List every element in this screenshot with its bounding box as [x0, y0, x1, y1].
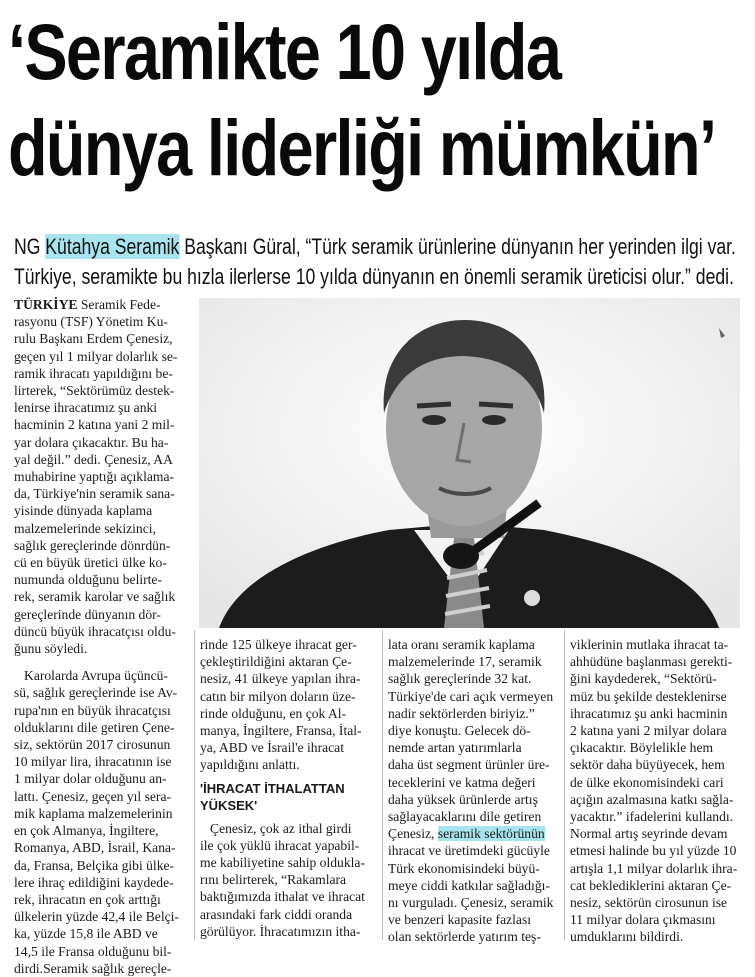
col1-line: rek, seramik karolar ve sağlık [14, 589, 176, 605]
article-column-2 [200, 636, 365, 940]
col1-line: olduklarını dile getiren Çene- [14, 719, 175, 735]
col4-line: etmesi halinde bu yıl yüzde 10 [570, 843, 737, 859]
col4-line: cat beklediklerini aktaran Çe- [570, 877, 732, 893]
column-divider [382, 630, 383, 940]
col2-line: manya, İngiltere, Fransa, İtal- [200, 723, 362, 739]
column-divider [194, 630, 195, 940]
subheading-line-1: 'İHRACAT İTHALATTAN [200, 780, 345, 796]
lead-paragraph [14, 232, 736, 292]
headline-line-1: ‘Seramikte 10 yılda [8, 7, 561, 96]
col1-line: rulu Başkanı Erdem Çenesiz, [14, 331, 173, 347]
col4-line: umduklarını bildirdi. [570, 929, 684, 945]
col2-line: görülüyor. İhracatımızın itha- [200, 923, 361, 939]
col1-line: rupa'nın en büyük ihracatçısı [14, 702, 171, 718]
col4-line: yacaktır.” ifadelerini kullandı. [570, 809, 734, 825]
lead-brand-highlight: Kütahya Seramik [45, 234, 180, 259]
col2-line: yapıldığını anlattı. [200, 757, 300, 773]
col1-line: da, Fransa, Belçika gibi ülke- [14, 857, 175, 873]
col1-line: lere ihraç edildiğini kaydede- [14, 874, 174, 890]
col4-line: çıkacaktır. Böylelikle hem [570, 740, 714, 756]
col3-line: ihracat ve üretimdeki gücüyle [388, 843, 550, 859]
col3-line: sağlık gereçlerinde 32 kat. [388, 671, 532, 687]
col2-line: catın bir milyon doların üze- [200, 688, 356, 704]
col4-line: ahhüdüne başlanması gerekti- [570, 654, 733, 670]
col3-line: ve benzeri kapasite fazlası [388, 912, 532, 928]
lead-line-2: Türkiye, seramikte bu hızla ilerlerse 10 yılda dünyanın en önemli seramik üreticisi olur.” dedi. [14, 264, 734, 289]
column-divider [564, 630, 565, 940]
col1-line: sağlık gereçlerinde dönrdün- [14, 537, 171, 553]
col3-line: malzemelerinde 17, seramik [388, 654, 542, 670]
col3-line: nı vurguladı. Çenesiz, seramik [388, 895, 554, 911]
col1-line: ramik ihracatı yapıldığını be- [14, 365, 173, 381]
article-column-1 [14, 296, 179, 977]
lead-line-1-pre: NG [14, 234, 46, 259]
col1-line: ka, yüzde 15,8 ile ABD ve [14, 926, 158, 942]
lead-line-1 [14, 232, 736, 262]
col1-line: dirdi.Seramik sağlık gereçle- [14, 960, 172, 976]
col3-line: meye ciddi katkılar sağladığı- [388, 877, 550, 893]
col1-line: yisinde dünyada kaplama [14, 503, 153, 519]
col1-line: muhabirine yaptığı açıklama- [14, 469, 175, 485]
portrait-illustration [199, 298, 740, 628]
col4-line: açığın azalmasına katkı sağla- [570, 791, 734, 807]
col2-line: arasındaki fark ciddi oranda [200, 906, 353, 922]
col1-line: malzemelerinde sekizinci, [14, 520, 156, 536]
col1-line: siz, sektörün 2017 cirosunun [14, 737, 171, 753]
col2-line: ya, ABD ve İsrail'e ihracat [200, 740, 344, 756]
col1-line: cü en büyük üretici ülke ko- [14, 555, 167, 571]
col3-hl-pre: Çenesiz, [388, 826, 438, 842]
col2-line: rını belirterek, “Rakamlara [200, 872, 347, 888]
col4-line: artışla 1,1 milyar dolarlık ihra- [570, 860, 738, 876]
headline-line-2: dünya liderliği mümkün’ [8, 103, 716, 192]
col1-line: gereçlerinde dünyanın dör- [14, 606, 161, 622]
col1-line: lattı. Çenesiz, geçen yıl sera- [14, 788, 172, 804]
col1-line: ğunu söyledi. [14, 641, 88, 657]
col3-line: diye konuştu. Gelecek dö- [388, 723, 531, 739]
col3-line: Türkiye'de cari açık vermeyen [388, 688, 554, 704]
col4-line: müz bu şekilde desteklenirse [570, 688, 727, 704]
col1-line: en çok Almanya, İngiltere, [14, 823, 159, 839]
col4-line: ihracatımız şu anki hacminin [570, 705, 728, 721]
col1-line: 10 milyar lira, ihracatının ise [14, 754, 172, 770]
sector-highlight: seramik sektörünün [437, 826, 545, 842]
col1-line: sü, sağlık gereçlerinde ise Av- [14, 685, 178, 701]
col4-line: viklerinin mutlaka ihracat ta- [570, 637, 729, 652]
col4-line: nesiz, sektörün cirosunun ise [570, 895, 728, 911]
col1-line: geçen yıl 1 milyar dolarlık se- [14, 348, 178, 364]
col1-line: numunda olduğunu belirte- [14, 572, 162, 588]
col4-line: 11 milyar dolara çıkmasını [570, 912, 716, 928]
col1-line: mik kaplama malzemelerinin [14, 805, 173, 821]
col2-line: rinde olduğunu, en çok Al- [200, 705, 347, 721]
col1-line: Karolarda Avrupa üçüncü- [24, 668, 168, 684]
lead-line-1-post: Başkanı Güral, “Türk seramik ürünlerine dünyanın her yerinden ilgi var. [179, 234, 736, 259]
col1-line: lenirse ihracatımız şu anki [14, 400, 158, 416]
col2-line: nesiz, 41 ülkeye yapılan ihra- [200, 671, 361, 687]
man-speaking-at-microphone-photo [199, 298, 740, 628]
col4-line: 2 katına yani 2 milyar dolara [570, 723, 727, 739]
subheading [200, 780, 365, 814]
col2-line: Çenesiz, çok az ithal girdi [210, 820, 352, 836]
dateline: TÜRKİYE [14, 297, 78, 312]
col2-line: me kabiliyetine sahip oldukla- [200, 855, 365, 871]
col1-line: 1 milyar dolar olduğunu an- [14, 771, 167, 787]
article-column-3 [388, 636, 553, 946]
col2-line: rinde 125 ülkeye ihracat ger- [200, 637, 357, 652]
col1-line: Seramik Fede- [77, 297, 161, 312]
col1-line: da, Türkiye'nin seramik sana- [14, 486, 175, 502]
headline [8, 4, 716, 196]
col2-line: baktığımızda ithalat ve ihracat [200, 889, 365, 905]
col3-line: teceklerini ve katma değeri [388, 774, 536, 790]
col3-line: olan sektörlerde yatırım teş- [388, 929, 541, 945]
col3-line: daha yüksek ürünlerde artış [388, 791, 538, 807]
col3-line: sağlayacaklarını dile getiren [388, 809, 542, 825]
col4-line: Normal artış seyrinde devam [570, 826, 728, 842]
col3-line: daha üst segment ürünler üre- [388, 757, 550, 773]
col3-line: nemde artan yatırımlarla [388, 740, 522, 756]
col1-line: yar dolara çıkacaktır. Bu ha- [14, 434, 169, 450]
col4-line: sektör daha büyüyecek, hem [570, 757, 725, 773]
col2-line: ile çok yüklü ihracat yapabil- [200, 837, 360, 853]
col1-line: rasyonu (TSF) Yönetim Ku- [14, 314, 168, 330]
col3-line: lata oranı seramik kaplama [388, 637, 535, 652]
article-column-4 [570, 636, 737, 946]
col1-line: rek, ihracatın en çok arttığı [14, 891, 161, 907]
col2-line: çekleştirildiğini aktaran Çe- [200, 654, 352, 670]
col1-line: 14,5 ile Fransa olduğunu bil- [14, 943, 172, 959]
subheading-line-2: YÜKSEK' [200, 797, 258, 813]
col4-line: de ülke ekonomisindeki cari [570, 774, 724, 790]
col1-line: ülkelerin yüzde 42,4 ile Belçi- [14, 909, 179, 925]
col4-line: ğini kaydederek, “Sektörü- [570, 671, 717, 687]
col1-line: yal değil.” dedi. Çenesiz, AA [14, 451, 173, 467]
col1-line: düncü büyük ihracatçısı oldu- [14, 623, 176, 639]
col3-line: Türk ekonomisindeki büyü- [388, 860, 540, 876]
col3-line [388, 825, 553, 842]
col1-line: lirterek, “Sektörümüz destek- [14, 383, 175, 399]
col1-line: hacminin 2 katına yani 2 mil- [14, 417, 175, 433]
col3-line: nadir sektörlerden biriyiz.” [388, 705, 535, 721]
col1-line: Romanya, ABD, İsrail, Kana- [14, 840, 176, 856]
